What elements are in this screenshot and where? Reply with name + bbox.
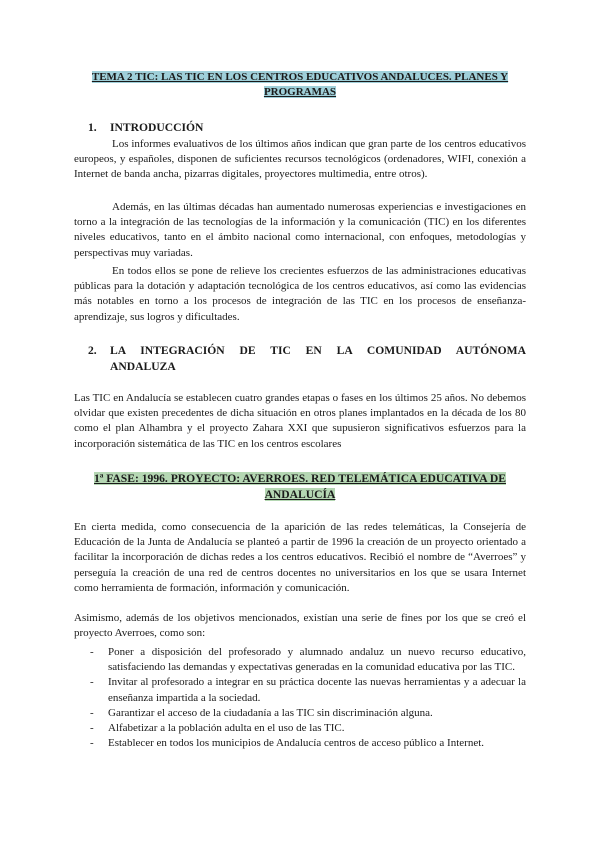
list-item: - Invitar al profesorado a integrar en su práctica docente las nuevas herramientas y a adecuar la enseñanza impartida a la sociedad. xyxy=(74,675,526,705)
intro-paragraph-3: En todos ellos se pone de relieve los crecientes esfuerzos de las administraciones educativas públicas para la dotación y adaptación tecnológica de los centros educativos, así como las evidencias más notables en torno a los procesos de integración de las TIC en los procesos de enseñanza-aprendizaje, sus logros y dificultades. xyxy=(74,265,526,323)
list-item: - Establecer en todos los municipios de Andalucía centros de acceso público a Internet. xyxy=(74,736,526,751)
title-highlight: TEMA 2 TIC: LAS TIC EN LOS CENTROS EDUCATIVOS ANDALUCES. PLANES Y PROGRAMAS xyxy=(91,71,509,98)
page-title xyxy=(74,70,526,100)
section1-heading xyxy=(88,120,526,135)
phase1-heading xyxy=(74,471,526,502)
section1-title: INTRODUCCIÓN xyxy=(110,121,204,134)
phase1-heading-text: 1ª FASE: 1996. PROYECTO: AVERROES. RED TELEMÁTICA EDUCATIVA DE ANDALUCÍA xyxy=(94,472,506,501)
section2-heading xyxy=(88,343,526,375)
phase1-paragraph-1: En cierta medida, como consecuencia de la aparición de las redes telemáticas, la Consejería de Educación de la Junta de Andalucía se planteó a partir de 1996 la creación de un proyecto orientado a facilitar la incorporación de dichas redes a los centros educativos. Recibió el nombre de “Averroes” y perseguía la creación de una red de centros docentes no universitarios en los que se usara Internet como herramienta de formación, información y comunicación. xyxy=(74,521,526,594)
section2-number: 2. xyxy=(88,344,97,357)
intro-paragraph-1: Los informes evaluativos de los últimos años indican que gran parte de los centros educativos europeos, y españoles, disponen de suficientes recursos tecnológicos (ordenadores, WIFI, conexión a Internet de banda ancha, pizarras digitales, proyectores multimedia, entre otros). xyxy=(74,138,526,181)
aims-list xyxy=(74,645,526,751)
list-item: - Garantizar el acceso de la ciudadanía a las TIC sin discriminación alguna. xyxy=(74,706,526,721)
list-item: - Alfabetizar a la población adulta en el uso de las TIC. xyxy=(74,721,526,736)
section2-paragraph: Las TIC en Andalucía se establecen cuatro grandes etapas o fases en los últimos 25 años. No debemos olvidar que existen precedentes de dicha situación en otros planes implantados en la década de los 80 como el plan Alhambra y el proyecto Zahara XXI que supusieron significativos esfuerzos para la incorporación sistemática de las TIC en los centros escolares xyxy=(74,392,526,450)
intro-paragraph-2: Además, en las últimas décadas han aumentado numerosas experiencias e investigaciones en torno a la integración de las tecnologías de la información y la comunicación (TIC) en los diferentes niveles educativos, tanto en el ámbito nacional como internacional, con enfoques, metodologías y perspectivas muy variadas. xyxy=(74,201,526,259)
phase1-paragraph-2: Asimismo, además de los objetivos mencionados, existían una serie de fines por los que se creó el proyecto Averroes, como son: xyxy=(74,612,526,640)
section2-title: LA INTEGRACIÓN DE TIC EN LA COMUNIDAD AUTÓNOMA ANDALUZA xyxy=(110,344,526,373)
section1-number: 1. xyxy=(88,121,97,134)
list-item: - Poner a disposición del profesorado y alumnado andaluz un nuevo recurso educativo, satisfaciendo las demandas y expectativas generadas en la comunidad educativa por las TIC. xyxy=(74,645,526,675)
